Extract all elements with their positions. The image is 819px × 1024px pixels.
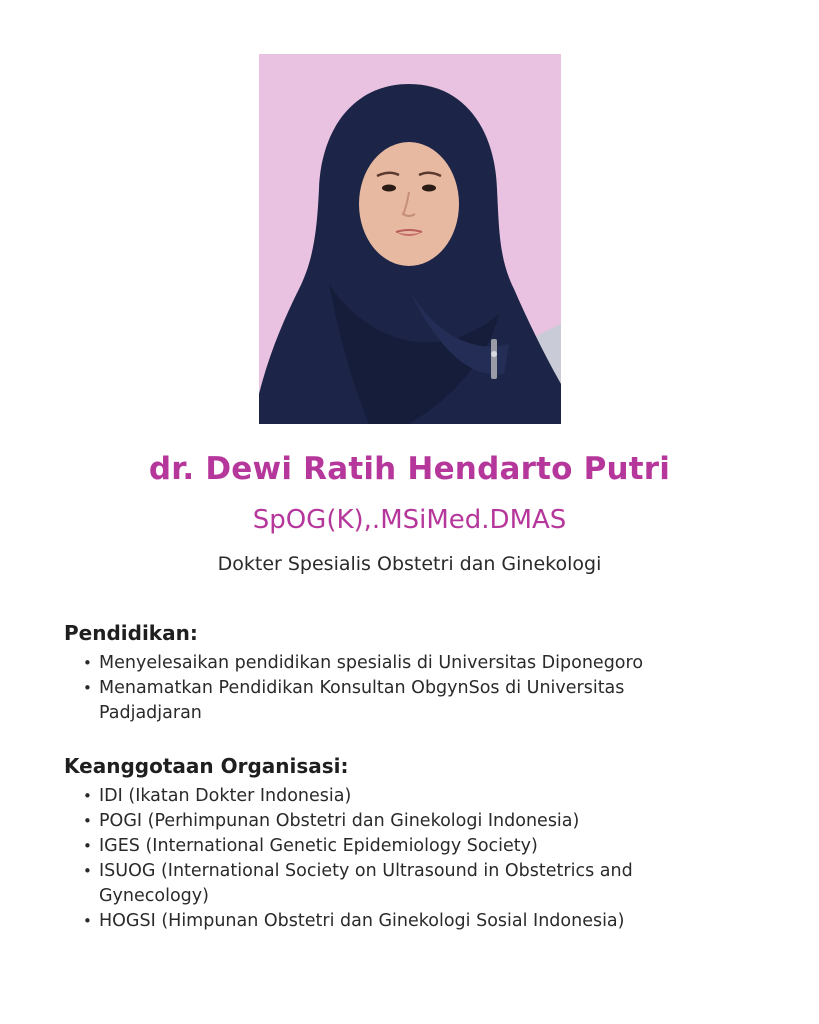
organizations-section <box>64 754 764 934</box>
education-section <box>64 621 764 726</box>
organizations-heading: Keanggotaan Organisasi: <box>64 754 349 778</box>
list-item: • Menyelesaikan pendidikan spesialis di Universitas Diponegoro <box>99 651 764 676</box>
list-item: • POGI (Perhimpunan Obstetri dan Ginekologi Indonesia) <box>99 809 764 834</box>
education-heading: Pendidikan: <box>64 621 198 645</box>
list-item: • IGES (International Genetic Epidemiology Society) <box>99 834 764 859</box>
list-item: • Menamatkan Pendidikan Konsultan ObgynSos di Universitas Padjadjaran <box>99 676 764 726</box>
doctor-portrait-photo <box>259 54 561 424</box>
portrait-illustration <box>259 54 561 424</box>
education-list <box>64 651 764 726</box>
doctor-name: dr. Dewi Ratih Hendarto Putri <box>148 451 671 487</box>
doctor-role: Dokter Spesialis Obstetri dan Ginekologi <box>217 553 602 575</box>
list-item: • ISUOG (International Society on Ultrasound in Obstetrics and Gynecology) <box>99 859 764 909</box>
list-item: • HOGSI (Himpunan Obstetri dan Ginekologi Sosial Indonesia) <box>99 909 764 934</box>
organizations-list <box>64 784 764 934</box>
doctor-credentials: SpOG(K),.MSiMed.DMAS <box>252 505 567 535</box>
list-item: • IDI (Ikatan Dokter Indonesia) <box>99 784 764 809</box>
